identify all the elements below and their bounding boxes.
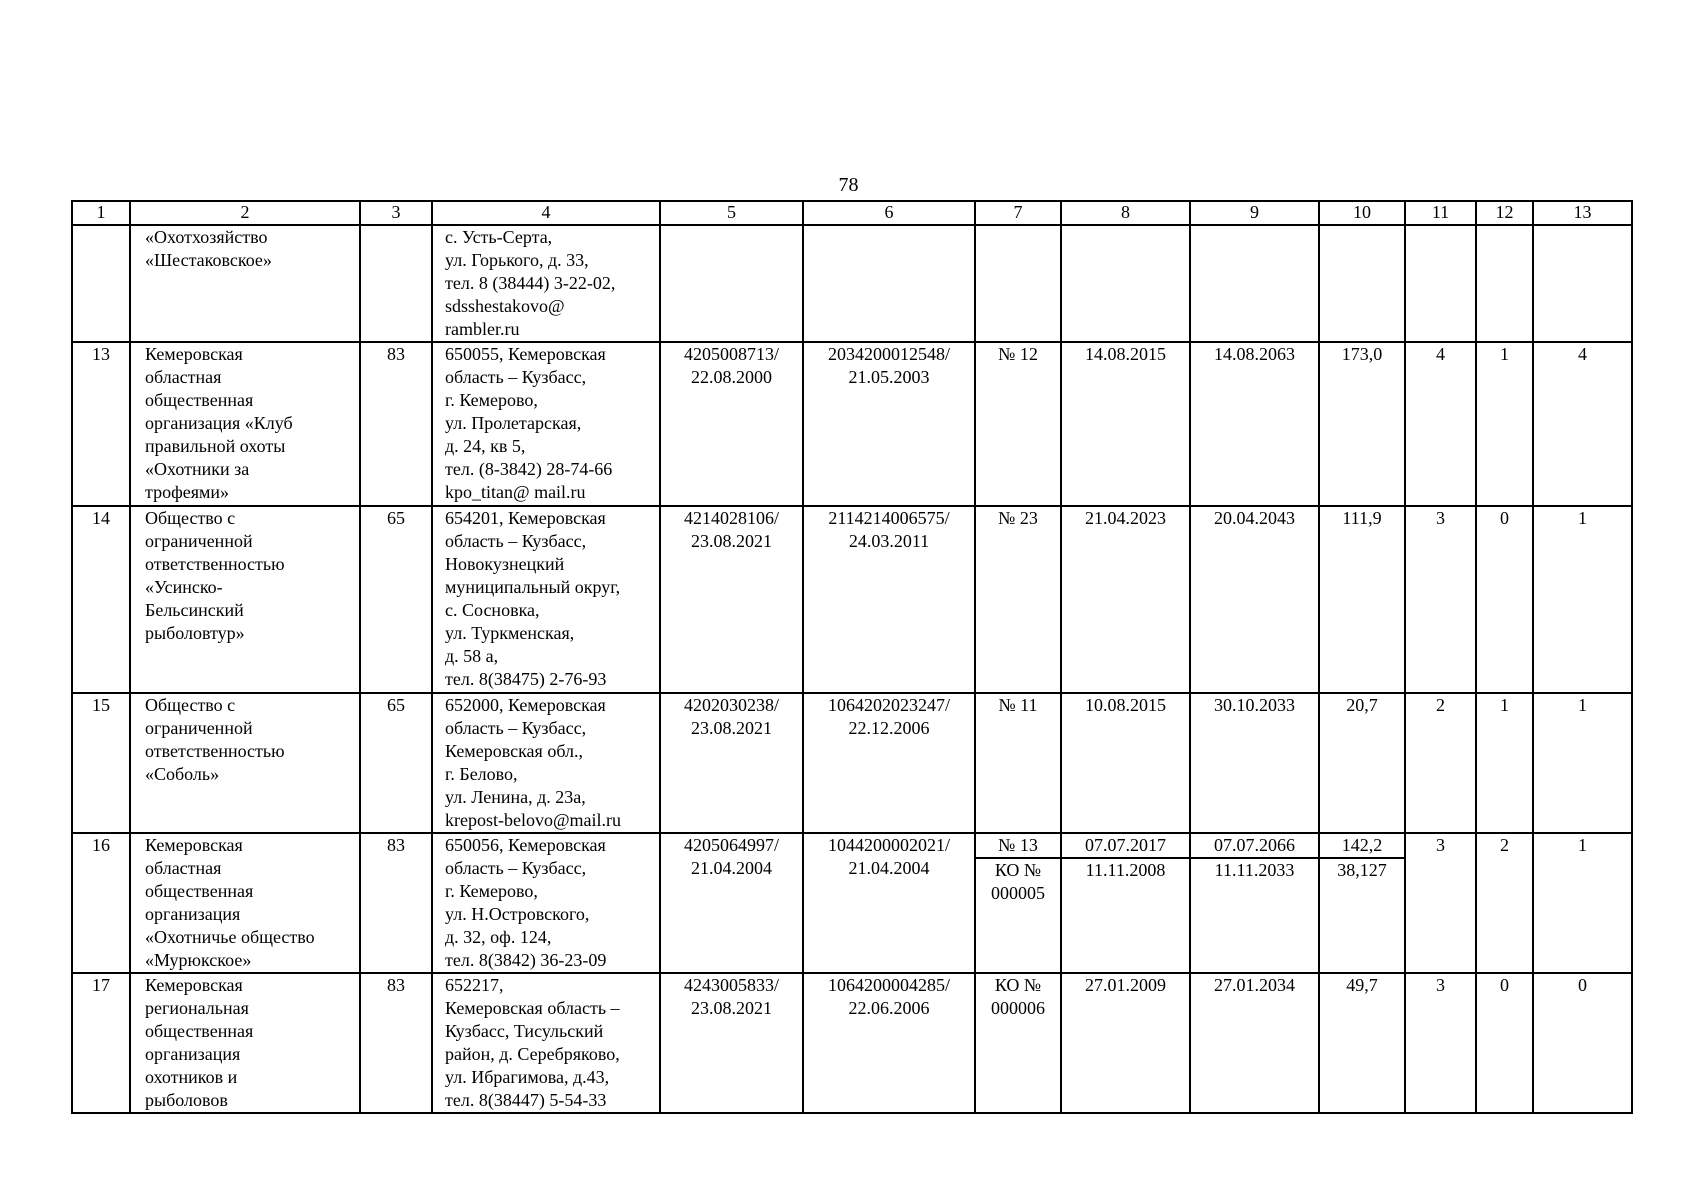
text-line: 10.08.2015 — [1085, 695, 1166, 715]
text-line: «Охотники за — [145, 459, 250, 479]
text-line: 4243005833/ — [683, 975, 779, 995]
col-header: 10 — [1319, 201, 1405, 225]
text-line: ул. Пролетарская, — [445, 413, 582, 433]
text-line: 21.05.2003 — [848, 367, 930, 387]
cell-13 — [1533, 225, 1632, 342]
table-row — [72, 506, 1632, 693]
text-line: д. 32, оф. 124, — [445, 927, 552, 947]
text-line: «Охотхозяйство — [145, 227, 268, 247]
text-line: КО № — [976, 857, 1060, 882]
page-number: 78 — [838, 174, 859, 196]
text-line: 07.07.2066 — [1214, 835, 1295, 855]
text-line: Кемеровская — [145, 344, 243, 364]
cell-agreement-number — [975, 506, 1061, 693]
cell-3 — [360, 225, 432, 342]
text-line: область – Кузбасс, — [445, 531, 587, 551]
cell-11: 3 — [1405, 973, 1476, 1113]
cell-inn — [660, 342, 803, 506]
cell-agreement-number — [975, 342, 1061, 506]
cell-organization — [130, 833, 360, 973]
text-line: 30.10.2033 — [1214, 695, 1295, 715]
cell-address — [432, 342, 660, 506]
text-line: 650056, Кемеровская — [445, 835, 606, 855]
cell-3: 65 — [360, 506, 432, 693]
text-line: тел. 8(38447) 5-54-33 — [445, 1090, 607, 1110]
cell-organization — [130, 342, 360, 506]
text-line: 23.08.2021 — [691, 531, 772, 551]
cell-organization — [130, 973, 360, 1113]
cell-date-start — [1061, 833, 1190, 973]
cell-address — [432, 973, 660, 1113]
cell-13: 4 — [1533, 342, 1632, 506]
text-line: ул. Н.Островского, — [445, 904, 590, 924]
text-line: «Охотничье общество — [145, 927, 315, 947]
text-line: 4205064997/ — [683, 835, 779, 855]
cell-inn — [660, 506, 803, 693]
cell-12: 2 — [1476, 833, 1533, 973]
text-line: «Мурюкское» — [145, 950, 252, 970]
text-line: д. 58 а, — [445, 646, 499, 666]
cell-11: 3 — [1405, 506, 1476, 693]
text-line: № 23 — [998, 508, 1038, 528]
col-header: 6 — [803, 201, 975, 225]
cell-13: 0 — [1533, 973, 1632, 1113]
text-line: ответственностью — [145, 554, 285, 574]
text-line: 654201, Кемеровская — [445, 508, 606, 528]
text-line: область – Кузбасс, — [445, 718, 587, 738]
text-line: с. Усть-Серта, — [445, 227, 553, 247]
table-row — [72, 973, 1632, 1113]
cell-date-end — [1190, 833, 1319, 973]
cell-agreement-number — [975, 693, 1061, 833]
text-line: Кемеровская обл., — [445, 741, 584, 761]
text-line: 07.07.2017 — [1085, 835, 1166, 855]
cell-9 — [1190, 225, 1319, 342]
cell-date-end — [1190, 342, 1319, 506]
cell-3: 83 — [360, 342, 432, 506]
text-line: ограниченной — [145, 718, 253, 738]
cell-7 — [975, 225, 1061, 342]
cell-8 — [1061, 225, 1190, 342]
column-number-row — [72, 201, 1632, 225]
cell-address — [432, 833, 660, 973]
text-line: 4214028106/ — [683, 508, 779, 528]
col-header: 2 — [130, 201, 360, 225]
text-line: ул. Ибрагимова, д.43, — [445, 1067, 610, 1087]
text-line: 24.03.2011 — [848, 531, 930, 551]
text-line: 000006 — [991, 998, 1045, 1018]
text-line: тел. 8(3842) 36-23-09 — [445, 950, 607, 970]
text-line: № 13 — [998, 835, 1038, 855]
cell-ogrn — [803, 342, 975, 506]
text-line: 000005 — [991, 883, 1045, 903]
cell-agreement-number — [975, 833, 1061, 973]
text-line: район, д. Серебряково, — [445, 1044, 620, 1064]
col-header: 5 — [660, 201, 803, 225]
col-header: 1 — [72, 201, 130, 225]
text-line: 1064202023247/ — [827, 695, 950, 715]
text-line: 27.01.2034 — [1214, 975, 1295, 995]
cell-12: 0 — [1476, 506, 1533, 693]
cell-area — [1319, 342, 1405, 506]
text-line: 1044200002021/ — [827, 835, 950, 855]
text-line: ул. Туркменская, — [445, 623, 575, 643]
text-line: 14.08.2015 — [1085, 344, 1166, 364]
text-line: Кемеровская область – — [445, 998, 620, 1018]
cell-3: 83 — [360, 833, 432, 973]
col-header: 3 — [360, 201, 432, 225]
text-line: Бельсинский — [145, 600, 244, 620]
cell-3: 83 — [360, 973, 432, 1113]
cell-date-start — [1061, 693, 1190, 833]
text-line: № 12 — [998, 344, 1038, 364]
col-header: 12 — [1476, 201, 1533, 225]
cell-13: 1 — [1533, 833, 1632, 973]
cell-inn — [660, 833, 803, 973]
text-line: 4205008713/ — [683, 344, 779, 364]
cell-11 — [1405, 225, 1476, 342]
text-line: 20.04.2043 — [1214, 508, 1295, 528]
text-line: 1064200004285/ — [827, 975, 950, 995]
cell-area — [1319, 973, 1405, 1113]
table-row — [72, 693, 1632, 833]
text-line: тел. 8 (38444) 3-22-02, — [445, 273, 616, 293]
text-line: 2114214006575/ — [828, 508, 950, 528]
text-line: Общество с — [145, 508, 236, 528]
text-line: ул. Горького, д. 33, — [445, 250, 589, 270]
text-line: Общество с — [145, 695, 236, 715]
text-line: областная — [145, 367, 222, 387]
cell-area — [1319, 506, 1405, 693]
text-line: 4202030238/ — [683, 695, 779, 715]
text-line: «Усинско- — [145, 577, 223, 597]
text-line: тел. (8-3842) 28-74-66 — [445, 459, 613, 479]
table-row — [72, 833, 1632, 973]
cell-date-end — [1190, 693, 1319, 833]
cell-date-start — [1061, 973, 1190, 1113]
cell-date-end — [1190, 973, 1319, 1113]
text-line: тел. 8(38475) 2-76-93 — [445, 669, 607, 689]
cell-12: 0 — [1476, 973, 1533, 1113]
text-line: rambler.ru — [445, 319, 520, 339]
text-line: 38,127 — [1320, 857, 1404, 882]
cell-date-end — [1190, 506, 1319, 693]
text-line: Кузбасс, Тисульский — [445, 1021, 604, 1041]
text-line: 27.01.2009 — [1085, 975, 1166, 995]
cell-3: 65 — [360, 693, 432, 833]
cell-date-start — [1061, 342, 1190, 506]
text-line: область – Кузбасс, — [445, 858, 587, 878]
text-line: 23.08.2021 — [691, 718, 772, 738]
text-line: Новокузнецкий — [445, 554, 565, 574]
text-line: 21.04.2023 — [1085, 508, 1166, 528]
text-line: организация — [145, 1044, 241, 1064]
text-line: 20,7 — [1346, 695, 1378, 715]
text-line: муниципальный округ, — [445, 577, 621, 597]
text-line: КО № — [994, 975, 1042, 995]
cell-12: 1 — [1476, 693, 1533, 833]
text-line: sdsshestakovo@ — [445, 296, 565, 316]
text-line: общественная — [145, 881, 254, 901]
text-line: 11.11.2008 — [1062, 857, 1189, 882]
text-line: г. Белово, — [445, 764, 518, 784]
text-line: 23.08.2021 — [691, 998, 772, 1018]
text-line: 142,2 — [1341, 835, 1383, 855]
col-header: 11 — [1405, 201, 1476, 225]
cell-11: 2 — [1405, 693, 1476, 833]
text-line: общественная — [145, 390, 254, 410]
table-row — [72, 342, 1632, 506]
text-line: 652000, Кемеровская — [445, 695, 606, 715]
text-line: правильной охоты — [145, 436, 286, 456]
cell-6 — [803, 225, 975, 342]
cell-date-start — [1061, 506, 1190, 693]
text-line: областная — [145, 858, 222, 878]
text-line: kpo_titan@ mail.ru — [445, 482, 586, 502]
text-line: рыболовов — [145, 1090, 228, 1110]
text-line: 21.04.2004 — [691, 858, 772, 878]
cell-11: 4 — [1405, 342, 1476, 506]
text-line: 14.08.2063 — [1214, 344, 1295, 364]
text-line: «Шестаковское» — [145, 250, 272, 270]
text-line: ограниченной — [145, 531, 253, 551]
text-line: 652217, — [445, 975, 504, 995]
text-line: г. Кемерово, — [445, 881, 538, 901]
text-line: региональная — [145, 998, 249, 1018]
cell-inn — [660, 693, 803, 833]
text-line: «Соболь» — [145, 764, 220, 784]
text-line: область – Кузбасс, — [445, 367, 587, 387]
col-header: 13 — [1533, 201, 1632, 225]
cell-agreement-number — [975, 973, 1061, 1113]
text-line: 111,9 — [1342, 508, 1382, 528]
text-line: Кемеровская — [145, 975, 243, 995]
text-line: 173,0 — [1341, 344, 1383, 364]
cell-5 — [660, 225, 803, 342]
cell-inn — [660, 973, 803, 1113]
text-line: охотников и — [145, 1067, 238, 1087]
text-line: № 11 — [998, 695, 1038, 715]
cell-area — [1319, 693, 1405, 833]
cell-num: 15 — [72, 693, 130, 833]
text-line: д. 24, кв 5, — [445, 436, 526, 456]
text-line: ул. Ленина, д. 23а, — [445, 787, 586, 807]
text-line: общественная — [145, 1021, 254, 1041]
text-line: организация — [145, 904, 241, 924]
cell-12: 1 — [1476, 342, 1533, 506]
text-line: 650055, Кемеровская — [445, 344, 606, 364]
cell-ogrn — [803, 833, 975, 973]
col-header: 7 — [975, 201, 1061, 225]
cell-num: 17 — [72, 973, 130, 1113]
cell-organization — [130, 506, 360, 693]
text-line: 11.11.2033 — [1191, 857, 1318, 882]
text-line: krepost-belovo@mail.ru — [445, 810, 622, 830]
col-header: 4 — [432, 201, 660, 225]
cell-organization — [130, 225, 360, 342]
text-line: ответственностью — [145, 741, 285, 761]
text-line: трофеями» — [145, 482, 230, 502]
cell-organization — [130, 693, 360, 833]
cell-address — [432, 693, 660, 833]
col-header: 9 — [1190, 201, 1319, 225]
cell-ogrn — [803, 973, 975, 1113]
text-line: г. Кемерово, — [445, 390, 538, 410]
text-line: 22.08.2000 — [691, 367, 772, 387]
cell-num: 16 — [72, 833, 130, 973]
cell-area — [1319, 833, 1405, 973]
text-line: организация «Клуб — [145, 413, 293, 433]
cell-12 — [1476, 225, 1533, 342]
text-line: рыболовтур» — [145, 623, 245, 643]
col-header: 8 — [1061, 201, 1190, 225]
text-line: 22.06.2006 — [848, 998, 930, 1018]
text-line: 22.12.2006 — [848, 718, 930, 738]
text-line: с. Сосновка, — [445, 600, 540, 620]
text-line: 49,7 — [1346, 975, 1378, 995]
cell-address — [432, 225, 660, 342]
cell-num — [72, 225, 130, 342]
cell-ogrn — [803, 506, 975, 693]
cell-10 — [1319, 225, 1405, 342]
registry-table — [71, 200, 1633, 1114]
cell-11: 3 — [1405, 833, 1476, 973]
text-line: 21.04.2004 — [848, 858, 930, 878]
text-line: Кемеровская — [145, 835, 243, 855]
cell-address — [432, 506, 660, 693]
text-line: 2034200012548/ — [827, 344, 950, 364]
table-row-continuation — [72, 225, 1632, 342]
cell-13: 1 — [1533, 506, 1632, 693]
cell-ogrn — [803, 693, 975, 833]
cell-num: 13 — [72, 342, 130, 506]
cell-num: 14 — [72, 506, 130, 693]
cell-13: 1 — [1533, 693, 1632, 833]
